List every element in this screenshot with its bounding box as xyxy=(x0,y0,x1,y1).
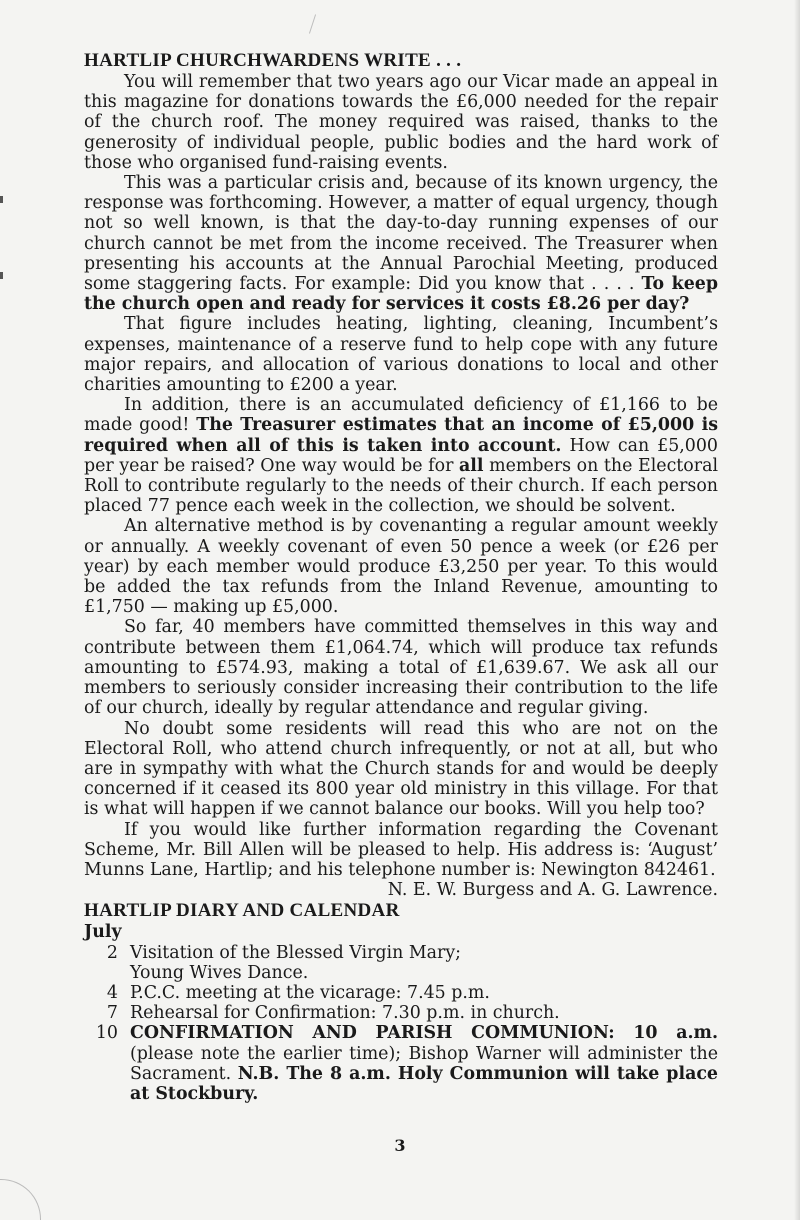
corner-curl xyxy=(0,1179,41,1220)
paragraph-1: You will remember that two years ago our Vicar made an appeal in this magazine for donations towards the £6,000 needed for the repair of the church roof. The money required was raised, thanks to the generosity of individual people, public bodies and the hard work of those who organised fund-raising events. xyxy=(84,72,718,173)
entry-day: 2 xyxy=(106,942,118,963)
confirmation-title: CONFIRMATION AND PARISH COMMUNION: 10 a.m. xyxy=(130,1023,718,1044)
page-number: 3 xyxy=(394,1136,406,1155)
diary-entry xyxy=(84,1023,718,1104)
income-estimate: The Treasurer estimates that an income of £5,000 is required when all of this is taken into account. xyxy=(84,415,718,456)
text-column xyxy=(84,50,718,1104)
paragraph-6: So far, 40 members have committed themselves in this way and contribute between them £1,064.74, which will produce tax refunds amounting to £574.93, making a total of £1,639.67. We ask all our members to seriously consider increasing their contribution to the life of our church, ideally by regular attendance and regular giving. xyxy=(84,617,718,719)
communion-note: N.B. The 8 a.m. Holy Communion will take place at Stockbury. xyxy=(130,1063,718,1104)
margin-tick xyxy=(0,272,3,279)
entry-line-2: Young Wives Dance. xyxy=(130,962,309,983)
entry-text: Rehearsal for Confirmation: 7.30 p.m. in church. xyxy=(130,1003,560,1024)
margin-tick xyxy=(0,196,3,203)
paragraph-8: If you would like further information regarding the Covenant Scheme, Mr. Bill Allen will be pleased to help. His address is: ‘August’ Munns Lane, Hartlip; and his telephone number is: Newington 842461. xyxy=(84,819,718,880)
paragraph-4 xyxy=(84,395,718,516)
entry-text xyxy=(130,943,718,983)
churchwardens-heading: HARTLIP CHURCHWARDENS WRITE . . . xyxy=(84,50,462,71)
page-mark xyxy=(309,14,316,33)
paragraph-5: An alternative method is by covenanting a regular amount weekly or annually. A weekly covenant of even 50 pence a week (or £26 per year) by each member would produce £3,250 per year. To this would be added the tax refunds from the Inland Revenue, amounting to £1,750 — making up £5,000. xyxy=(84,516,718,618)
paragraph-3: That figure includes heating, lighting, cleaning, Incumbent’s expenses, maintenance of a reserve fund to help cope with any future major repairs, and allocation of various donations to local and other charities amounting to £200 a year. xyxy=(84,314,718,396)
entry-text xyxy=(130,1023,718,1104)
signature: N. E. W. Burgess and A. G. Lawrence. xyxy=(387,880,718,901)
paragraph-7: No doubt some residents will read this who are not on the Electoral Roll, who attend church infrequently, or not at all, but who are in sympathy with what the Church stands for and would be deeply concerned if it ceased its 800 year old ministry in this village. For that is what will happen if we cannot balance our books. Will you help too? xyxy=(84,718,718,820)
diary-entry xyxy=(84,983,718,1003)
diary-month: July xyxy=(84,922,122,943)
deficiency-text: In addition, there is an accumulated deficiency of £1,166 to be made good! xyxy=(84,395,718,436)
all-emphasis: all xyxy=(459,455,484,476)
entry-day: 4 xyxy=(106,982,118,1003)
entry-text: P.C.C. meeting at the vicarage: 7.45 p.m. xyxy=(130,982,490,1003)
paragraph-4-text-c: members on the Electoral Roll to contribute regularly to the needs of their church. If each person placed 77 pence each week in the collection, we should be solvent. xyxy=(84,455,719,517)
paragraph-2-text: This was a particular crisis and, because of its known urgency, the response was forthcoming. However, a matter of equal urgency, though not so well known, is that the day-to-day running expenses of our church cannot be met from the income received. The Treasurer when presenting his accounts at the Annual Parochial Meeting, produced some staggering facts. For example: Did you know that . . . . xyxy=(84,173,718,295)
confirmation-note: (please note the earlier time); Bishop Warner will administer the Sacrament. xyxy=(130,1043,718,1084)
paragraph-4-text-b: How can £5,000 per year be raised? One way would be for xyxy=(84,435,718,476)
daily-cost-statement: To keep the church open and ready for services it costs £8.26 per day? xyxy=(84,274,718,315)
diary-entry xyxy=(84,1003,718,1023)
page-edge-shadow xyxy=(794,0,800,1220)
paragraph-2 xyxy=(84,173,718,314)
entry-day: 10 xyxy=(95,1023,118,1044)
entry-day: 7 xyxy=(106,1003,118,1024)
diary-entry xyxy=(84,943,718,983)
entry-line-1: Visitation of the Blessed Virgin Mary; xyxy=(130,942,462,963)
diary-heading: HARTLIP DIARY AND CALENDAR xyxy=(84,900,400,922)
